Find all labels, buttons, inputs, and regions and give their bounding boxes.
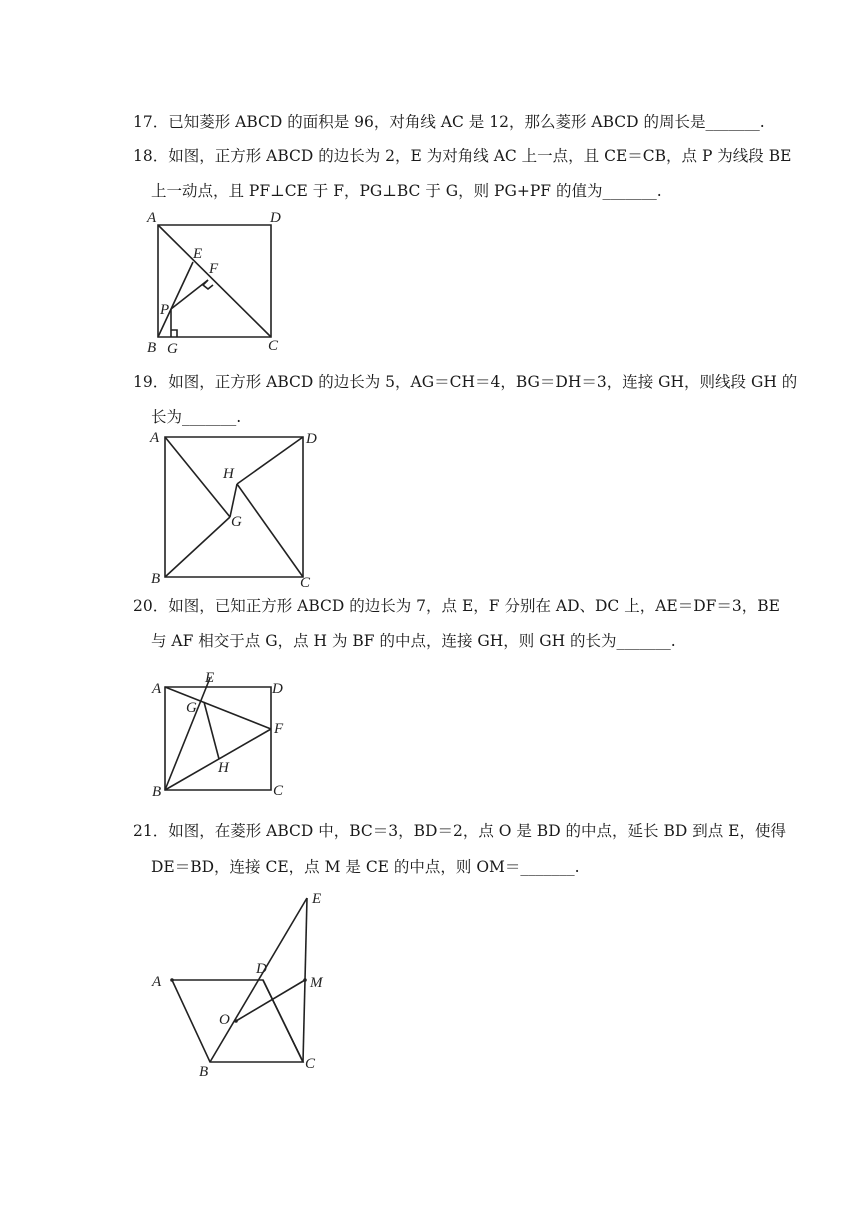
label-b: B — [199, 1064, 209, 1080]
label-p: P — [160, 302, 170, 318]
problem-20-figure — [140, 665, 300, 805]
label-h: H — [223, 466, 234, 482]
label-f: F — [274, 721, 284, 737]
label-a: A — [150, 430, 160, 446]
label-e: E — [205, 670, 215, 686]
segment-be — [165, 678, 210, 790]
label-g: G — [231, 514, 242, 530]
problem-18-figure — [140, 205, 300, 360]
problem-18-text-line1: 18．如图，正方形 ABCD 的边长为 2，E 为对角线 AC 上一点，且 CE＝CB，点 P 为线段 BE — [133, 147, 792, 165]
problem-19-figure — [140, 425, 330, 590]
problem-19-text-line2: 长为_______. — [151, 408, 242, 426]
label-f: F — [209, 261, 219, 277]
problem-21-figure — [140, 885, 340, 1080]
label-b: B — [152, 784, 162, 800]
point-o — [234, 1019, 238, 1023]
label-h: H — [218, 760, 229, 776]
problem-18-text-line2: 上一动点，且 PF⊥CE 于 F，PG⊥BC 于 G，则 PG+PF 的值为_______. — [151, 182, 662, 200]
square-abcd — [165, 437, 303, 577]
problem-19-text-line1: 19．如图，正方形 ABCD 的边长为 5，AG＝CH＝4，BG＝DH＝3，连接 GH，则线段 GH 的 — [133, 373, 798, 391]
problem-17-text: 17．已知菱形 ABCD 的面积是 96，对角线 AC 是 12，那么菱形 ABCD 的周长是_______. — [133, 113, 765, 131]
segment-gh — [204, 702, 219, 759]
right-angle-g — [171, 330, 177, 337]
label-b: B — [147, 340, 157, 356]
label-e: E — [312, 891, 322, 907]
point-m — [303, 978, 307, 982]
label-b: B — [151, 571, 161, 587]
label-d: D — [270, 210, 281, 226]
label-c: C — [300, 575, 311, 591]
label-a: A — [147, 210, 157, 226]
label-m: M — [310, 975, 323, 991]
label-c: C — [268, 338, 279, 354]
point-a — [170, 978, 174, 982]
segment-af — [165, 687, 271, 729]
problem-20-text-line2: 与 AF 相交于点 G，点 H 为 BF 的中点，连接 GH，则 GH 的长为_______. — [151, 632, 676, 650]
label-e: E — [193, 246, 203, 262]
problem-21-text-line1: 21．如图，在菱形 ABCD 中，BC＝3，BD＝2，点 O 是 BD 的中点，延长 BD 到点 E，使得 — [133, 822, 786, 840]
problem-21-text-line2: DE＝BD，连接 CE，点 M 是 CE 的中点，则 OM＝_______. — [151, 858, 580, 876]
label-d: D — [272, 681, 283, 697]
label-o: O — [219, 1012, 230, 1028]
label-d: D — [256, 961, 267, 977]
label-g: G — [167, 341, 178, 357]
segment-pf — [171, 280, 208, 309]
label-c: C — [305, 1056, 316, 1072]
label-a: A — [152, 681, 162, 697]
label-c: C — [273, 783, 284, 799]
diagonal-ac — [158, 225, 271, 337]
label-g: G — [186, 700, 197, 716]
label-a: A — [152, 974, 162, 990]
segment-be — [158, 262, 193, 337]
segment-ch — [237, 484, 303, 577]
segment-dh — [237, 437, 303, 484]
problem-20-text-line1: 20．如图，已知正方形 ABCD 的边长为 7，点 E，F 分别在 AD、DC 上，AE＝DF＝3，BE — [133, 597, 780, 615]
label-d: D — [306, 431, 317, 447]
segment-bg — [165, 517, 230, 577]
segment-gh — [230, 484, 237, 517]
segment-ag — [165, 437, 230, 517]
right-angle-f — [203, 280, 213, 289]
